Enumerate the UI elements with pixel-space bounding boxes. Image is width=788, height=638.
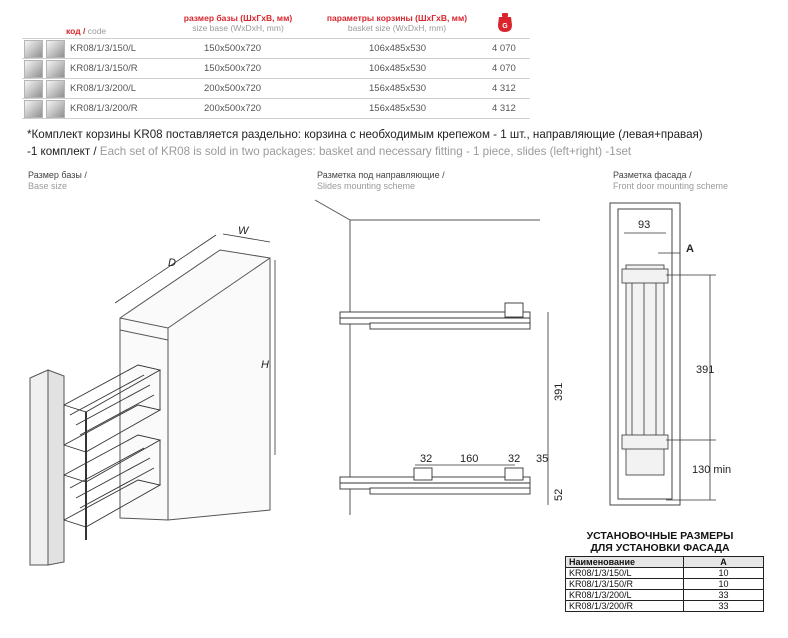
slides-dim-32-left: 32 xyxy=(420,453,433,465)
header-basket-en: basket size (WxDxH, mm) xyxy=(347,23,447,33)
row-basket: 156x485x530 xyxy=(369,103,427,114)
basket-thumbnail-alt xyxy=(46,60,65,78)
header-code-en: code xyxy=(87,26,107,36)
header-base-ru: размер базы (ШхГхВ, мм) xyxy=(183,13,293,23)
install-row-name: KR08/1/3/150/R xyxy=(566,579,684,590)
install-row xyxy=(566,601,764,612)
dim-d: D xyxy=(168,257,176,269)
install-row-a: 33 xyxy=(684,601,764,612)
row-base: 200x500x720 xyxy=(204,103,262,114)
facade-dim-a: A xyxy=(686,243,694,255)
install-row-a: 10 xyxy=(684,579,764,590)
row-basket: 106x485x530 xyxy=(369,63,427,74)
row-price: 4 312 xyxy=(492,103,516,114)
header-code xyxy=(66,26,136,36)
row-code: KR08/1/3/150/L xyxy=(70,43,137,54)
facade-mounting-drawing xyxy=(600,195,750,515)
row-price: 4 312 xyxy=(492,83,516,94)
install-table-header xyxy=(566,557,764,568)
spec-row xyxy=(22,39,530,59)
basket-thumbnail xyxy=(24,60,43,78)
row-price: 4 070 xyxy=(492,63,516,74)
facade-dim-130: 130 min xyxy=(692,464,732,476)
spec-row xyxy=(22,79,530,99)
install-row-name: KR08/1/3/200/L xyxy=(566,590,684,601)
spec-row xyxy=(22,59,530,79)
delivery-note-en: Each set of KR08 is sold in two packages: basket and necessary fitting - 1 piece, slides (left+right) -1set xyxy=(96,145,632,158)
slides-mounting-drawing xyxy=(310,195,570,525)
install-row xyxy=(566,579,764,590)
install-row-name: KR08/1/3/150/L xyxy=(566,568,684,579)
basket-thumbnail-alt xyxy=(46,80,65,98)
basket-thumbnail xyxy=(24,100,43,118)
install-table-title xyxy=(565,530,755,554)
install-table xyxy=(565,556,764,612)
delivery-note-ru: -1 комплект / xyxy=(27,145,97,158)
caption-base-ru: Размер базы / xyxy=(28,170,87,180)
slides-dim-160: 160 xyxy=(460,453,479,465)
delivery-note-line2 xyxy=(27,144,631,159)
dim-w: W xyxy=(238,225,249,237)
header-basket xyxy=(312,13,482,33)
basket-thumbnail-alt xyxy=(46,40,65,58)
slides-dim-391: 391 xyxy=(553,382,565,401)
caption-slides xyxy=(317,170,445,192)
header-base-en: size base (WxDxH, mm) xyxy=(192,23,284,33)
price-tag-letter: G xyxy=(502,23,508,30)
install-row-a: 10 xyxy=(684,568,764,579)
caption-base-en: Base size xyxy=(28,181,68,191)
base-size-drawing xyxy=(20,200,290,570)
caption-base xyxy=(28,170,87,192)
caption-facade-en: Front door mounting scheme xyxy=(613,181,729,191)
caption-facade-ru: Разметка фасада / xyxy=(613,170,692,180)
caption-slides-en: Slides mounting scheme xyxy=(317,181,416,191)
row-basket: 106x485x530 xyxy=(369,43,427,54)
basket-thumbnail-alt xyxy=(46,100,65,118)
slides-dim-52: 52 xyxy=(553,488,565,501)
basket-thumbnail xyxy=(24,80,43,98)
facade-dim-391: 391 xyxy=(696,364,715,376)
dim-h: H xyxy=(261,359,269,371)
row-base: 150x500x720 xyxy=(204,63,262,74)
slides-dim-32-right: 32 xyxy=(508,453,521,465)
row-base: 150x500x720 xyxy=(204,43,262,54)
slides-dim-35: 35 xyxy=(536,453,549,465)
header-basket-ru: параметры корзины (ШхГхВ, мм) xyxy=(326,13,468,23)
row-code: KR08/1/3/200/L xyxy=(70,83,137,94)
row-code: KR08/1/3/200/R xyxy=(70,103,138,114)
header-code-ru: код / xyxy=(66,26,86,36)
row-basket: 156x485x530 xyxy=(369,83,427,94)
delivery-note-line1: *Комплект корзины KR08 поставляется раздельно: корзина с необходимым крепежом - 1 шт., направляющие (левая+правая) xyxy=(27,128,703,141)
price-tag-icon xyxy=(497,13,513,33)
install-row xyxy=(566,568,764,579)
row-price: 4 070 xyxy=(492,43,516,54)
install-row-a: 33 xyxy=(684,590,764,601)
caption-slides-ru: Разметка под направляющие / xyxy=(317,170,445,180)
header-base xyxy=(168,13,308,33)
install-title-line1: УСТАНОВОЧНЫЕ РАЗМЕРЫ xyxy=(586,530,734,542)
facade-dim-93: 93 xyxy=(638,219,651,231)
basket-thumbnail xyxy=(24,40,43,58)
spec-row xyxy=(22,99,530,119)
caption-facade xyxy=(613,170,728,192)
install-row xyxy=(566,590,764,601)
row-code: KR08/1/3/150/R xyxy=(70,63,138,74)
install-title-line2: ДЛЯ УСТАНОВКИ ФАСАДА xyxy=(590,542,730,554)
install-col-name: Наименование xyxy=(566,557,684,568)
install-col-a: A xyxy=(684,557,764,568)
row-base: 200x500x720 xyxy=(204,83,262,94)
install-row-name: KR08/1/3/200/R xyxy=(566,601,684,612)
